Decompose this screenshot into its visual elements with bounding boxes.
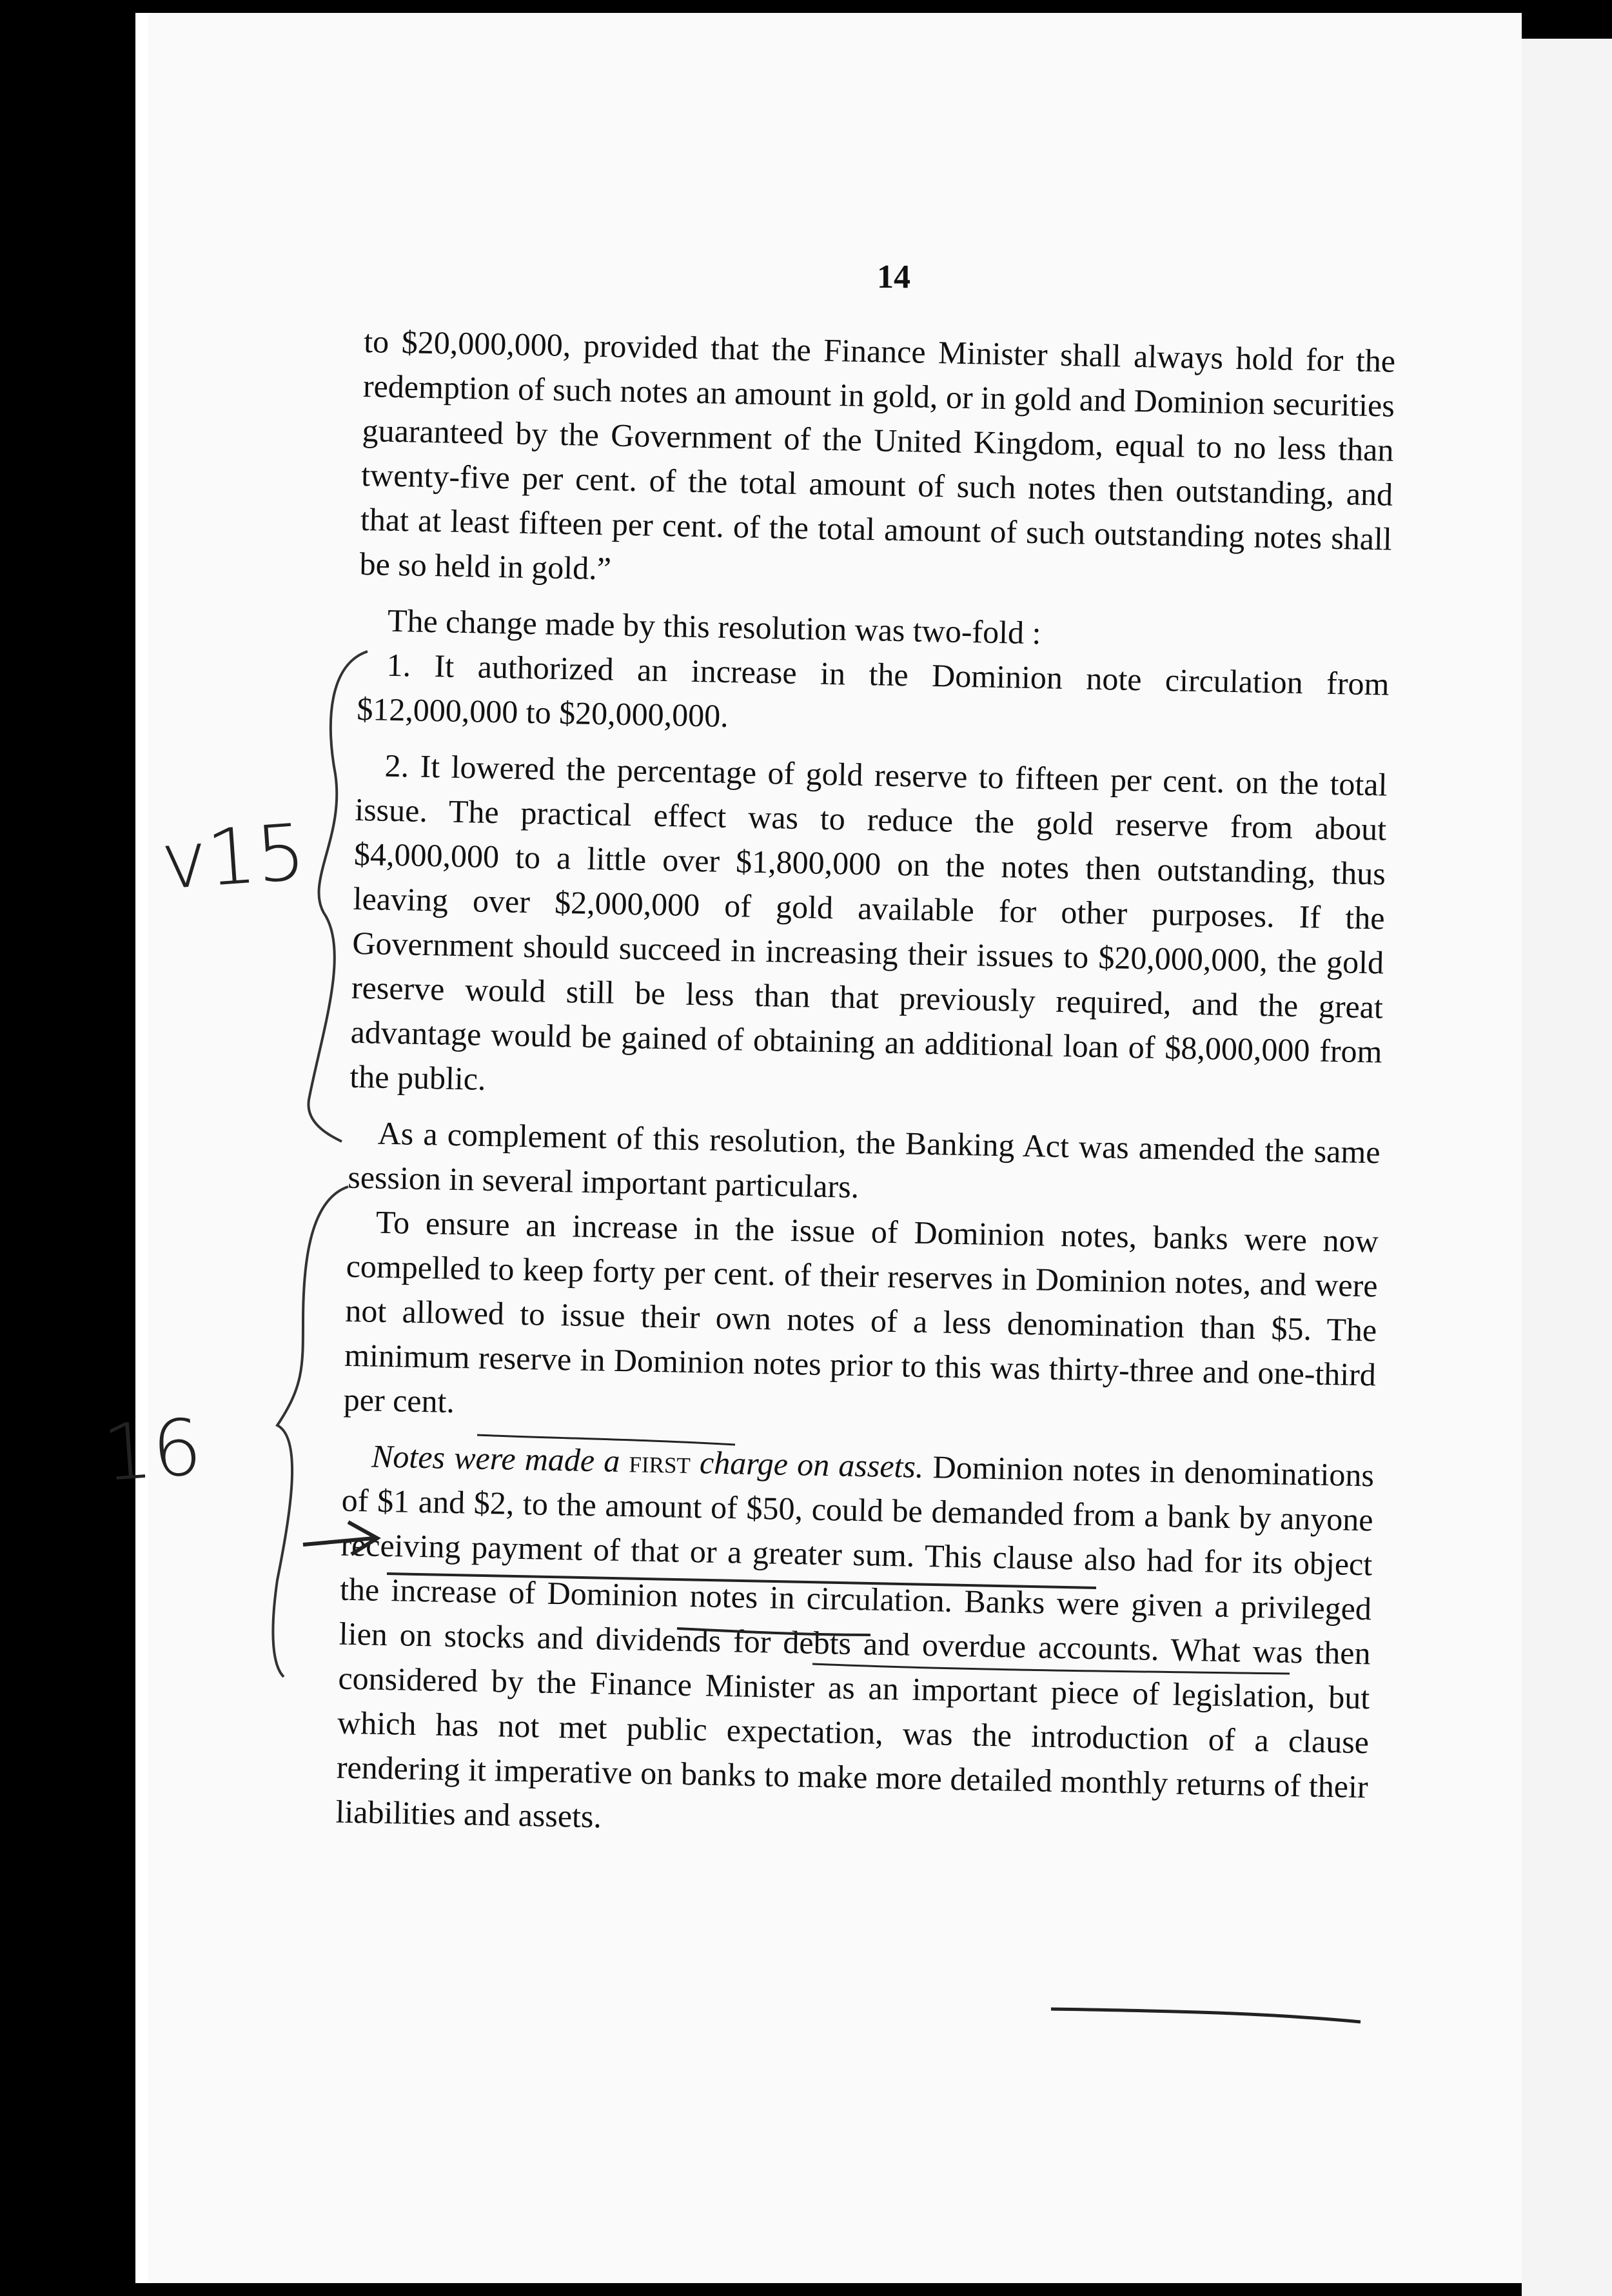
margin-note-16: 16 [100,1402,205,1499]
first-charge-heading-smallcaps: first [629,1443,691,1481]
margin-note-v15: v15 [158,807,309,907]
underline-denomination [477,1435,735,1445]
first-charge-heading-part1: Notes were made a [371,1438,630,1480]
first-charge-heading-part2: charge on assets. [690,1444,924,1485]
underline-anyone [812,1664,1290,1674]
underline-one-two [677,1628,870,1635]
page-number: 14 [877,259,910,295]
paragraph-point-1: 1. It authorized an increase in the Dominion note circulation from $12,000,000 to $20,000,000. [356,646,1390,734]
arrow-mark [303,1522,377,1554]
underline-first-charge [387,1574,1096,1588]
paragraph-quote-continuation: to $20,000,000, provided that the Finance Minister shall always hold for the redemption of such notes an amount in gold, or in gold and Dominion securities guaranteed by the Government of the United Kingdom, equal to no less than twenty-five per cent. of the total amount of such notes then outstanding, and that at least fifteen per cent. of the total amount of such outstanding notes shall be so held in gold.” [359,322,1396,587]
bracket-upper [308,651,368,1142]
bracket-lower [273,1187,348,1677]
first-charge-body: Dominion notes in denominations of $1 and $2, to the amount of $50, could be demanded from a bank by anyone receiving payment of that or a greater sum. This clause also had for its object the increase of Dominion notes in circulation. Banks were given a privileged lien on stocks and dividends for debts and overdue accounts. What was then considered by the Finance Minister as an important piece of legislation, but which has not met public expectation, was the introduction of a clause rendering it imperative on banks to make more detailed monthly returns of their liabilities and assets. [335,1448,1375,1835]
closing-flourish [1051,2009,1361,2022]
paragraph-banking-act: As a complement of this resolution, the Banking Act was amended the same session in several important particulars. [347,1114,1381,1205]
paragraph-reserves: To ensure an increase in the issue of Dominion notes, banks were now compelled to keep forty per cent. of their reserves in Dominion notes, and were not allowed to issue their own notes of a less denomination than $5. The minimum reserve in Dominion notes prior to this was thirty-three and one-third per cent. [343,1203,1379,1420]
paragraph-point-2: 2. It lowered the percentage of gold reserve to fifteen per cent. on the total issue. The practical effect was to reduce the gold reserve from about $4,000,000 to a little over $1,800,000 on the notes then outstanding, thus leaving over $2,000,000 of gold available for other purposes. If the Government should succeed in increasing their issues to $20,000,000, the gold reserve would still be less than that previously required, and the great advantage would be gained of obtaining an additional loan of $8,000,000 from the public. [349,747,1388,1097]
paragraph-change-intro: The change made by this resolution was two-fold : [387,602,1042,651]
